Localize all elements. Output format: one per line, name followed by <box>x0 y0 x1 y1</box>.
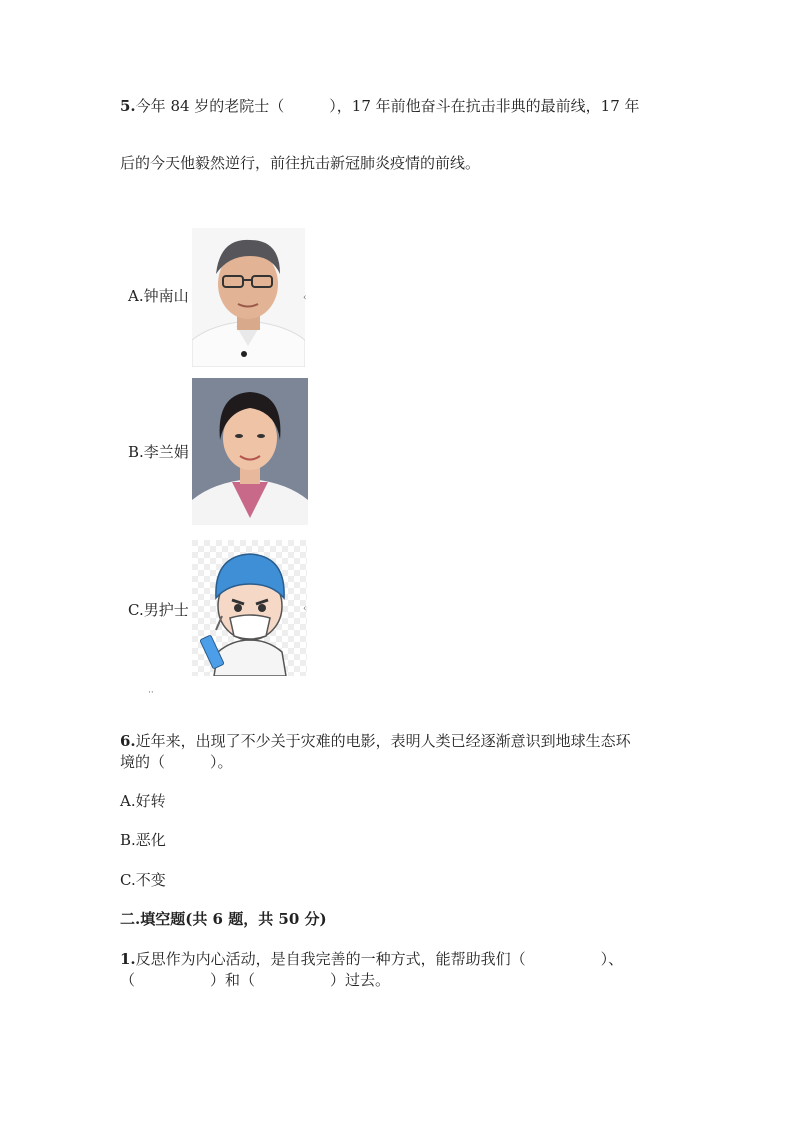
q5-option-b-label[interactable]: B.李兰娟 <box>128 443 189 461</box>
q6-number: 6. <box>120 732 136 750</box>
section-title: 二.填空题(共 6 题，共 50 分) <box>120 910 327 928</box>
q5-text-line1: 今年 84 岁的老院士（ ），17 年前他奋斗在抗击非典的最前线，17 年 <box>135 97 640 115</box>
elderly-man-photo-icon <box>192 228 305 367</box>
fill1-line2: （ ）和（ ）过去。 <box>120 971 391 989</box>
anchor-mark: ·· <box>148 688 154 698</box>
q5-option-a-label[interactable]: A.钟南山 <box>128 287 189 305</box>
fill1-line1 <box>120 949 623 969</box>
q6-line2: 境的（ ）。 <box>120 753 233 771</box>
q5-line1 <box>120 96 640 116</box>
anchor-mark: ‹ <box>303 293 307 303</box>
q5-number: 5. <box>120 97 136 115</box>
fill1-text-line1: 反思作为内心活动，是自我完善的一种方式，能帮助我们（ ）、 <box>135 950 624 968</box>
q6-option-c[interactable]: C.不变 <box>120 871 166 889</box>
q6-text-line1: 近年来，出现了不少关于灾难的电影，表明人类已经逐渐意识到地球生态环 <box>135 732 631 750</box>
woman-doctor-photo-icon <box>192 378 308 525</box>
q6-option-b[interactable]: B.恶化 <box>120 831 166 849</box>
anchor-mark: ‹ <box>303 604 307 614</box>
q5-option-c-label[interactable]: C.男护士 <box>128 601 189 619</box>
cartoon-nurse-icon <box>192 540 307 676</box>
q6-line1 <box>120 731 631 751</box>
q5-line2: 后的今天他毅然逆行，前往抗击新冠肺炎疫情的前线。 <box>120 154 481 172</box>
q6-option-a[interactable]: A.好转 <box>120 792 166 810</box>
fill1-number: 1. <box>120 950 136 968</box>
